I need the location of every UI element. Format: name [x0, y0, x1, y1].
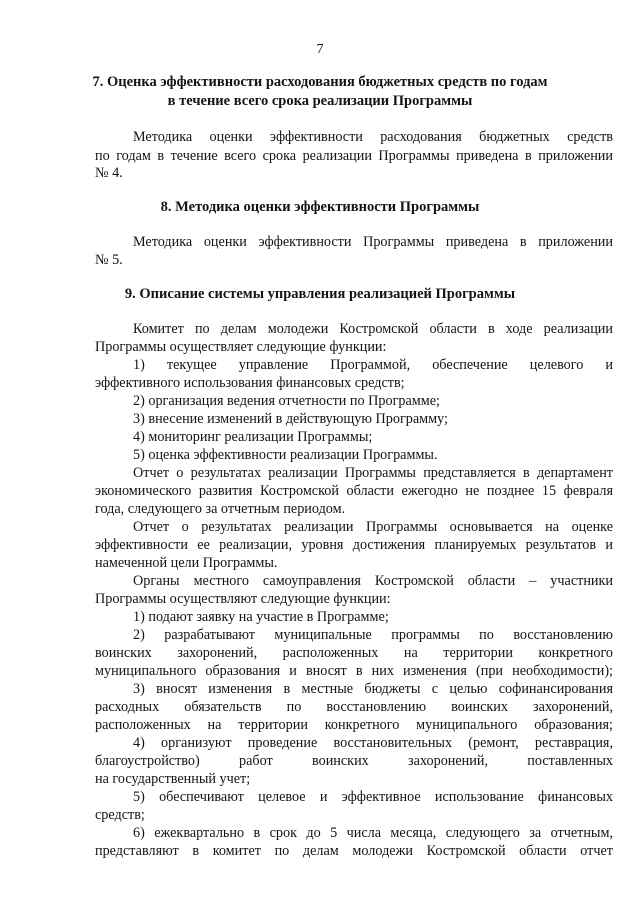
- section-9-text-line: расположенных на территории конкретного муниципального образования;: [95, 717, 613, 733]
- section-9-text-line: Комитет по делам молодежи Костромской области в ходе реализации: [133, 321, 613, 337]
- section-9-text-line: 6) ежеквартально в срок до 5 числа месяца, следующего за отчетным,: [133, 825, 613, 841]
- section-9-text-line: 4) мониторинг реализации Программы;: [133, 429, 373, 445]
- section-9-text-line: Отчет о результатах реализации Программы основывается на оценке: [133, 519, 613, 535]
- section-9-text-line: 2) организация ведения отчетности по Программе;: [133, 393, 440, 409]
- section-9-text-line: 1) текущее управление Программой, обеспечение целевого и: [133, 357, 613, 373]
- section-7-heading-line-1: 7. Оценка эффективности расходования бюджетных средств по годам: [92, 74, 548, 90]
- section-9-text-line: 5) обеспечивают целевое и эффективное использование финансовых: [133, 789, 613, 805]
- section-9-text-line: года, следующего за отчетным периодом.: [95, 501, 346, 517]
- section-8-text-line: № 5.: [95, 252, 123, 268]
- section-9-text-line: намеченной цели Программы.: [95, 555, 278, 571]
- section-9-text-line: воинских захоронений, расположенных на территории конкретного: [95, 645, 613, 661]
- section-9-text-line: эффективного использования финансовых средств;: [95, 375, 405, 391]
- page-number: 7: [316, 42, 324, 57]
- section-7-heading-line-2: в течение всего срока реализации Программы: [167, 93, 473, 109]
- section-9-text-line: Программы осуществляют следующие функции:: [95, 591, 391, 607]
- section-9-text-line: 4) организуют проведение восстановительных (ремонт, реставрация,: [133, 735, 613, 751]
- section-9-text-line: Программы осуществляет следующие функции:: [95, 339, 387, 355]
- section-9-text-line: на государственный учет;: [95, 771, 251, 787]
- section-9-text-line: 1) подают заявку на участие в Программе;: [133, 609, 389, 625]
- section-9-text-line: 2) разрабатывают муниципальные программы по восстановлению: [133, 627, 613, 643]
- section-9-text-line: Органы местного самоуправления Костромской области – участники: [133, 573, 613, 589]
- section-9-text-line: 3) внесение изменений в действующую Программу;: [133, 411, 448, 427]
- section-9-text-line: Отчет о результатах реализации Программы представляется в департамент: [133, 465, 613, 481]
- section-9-text-line: благоустройство) работ воинских захоронений, поставленных: [95, 753, 613, 769]
- section-9-text-line: экономического развития Костромской области ежегодно не позднее 15 февраля: [95, 483, 613, 499]
- section-9-text-line: расходных обязательств по восстановлению воинских захоронений,: [95, 699, 613, 715]
- section-9-text-line: 5) оценка эффективности реализации Программы.: [133, 447, 438, 463]
- section-9-text-line: 3) вносят изменения в местные бюджеты с целью софинансирования: [133, 681, 613, 697]
- section-9-text-line: муниципального образования и вносят в них изменения (при необходимости);: [95, 663, 613, 679]
- section-8-text-line: Методика оценки эффективности Программы приведена в приложении: [133, 234, 613, 250]
- section-9-text-line: представляют в комитет по делам молодежи Костромской области отчет: [95, 843, 613, 859]
- section-7-text-line: № 4.: [95, 165, 123, 181]
- section-8-heading: 8. Методика оценки эффективности Программы: [160, 199, 480, 215]
- section-7-text-line: по годам в течение всего срока реализации Программы приведена в приложении: [95, 148, 613, 164]
- section-9-heading: 9. Описание системы управления реализацией Программы: [124, 286, 516, 302]
- section-9-text-line: эффективности ее реализации, уровня достижения планируемых результатов и: [95, 537, 613, 553]
- section-9-text-line: средств;: [95, 807, 145, 823]
- section-7-text-line: Методика оценки эффективности расходования бюджетных средств: [133, 129, 613, 145]
